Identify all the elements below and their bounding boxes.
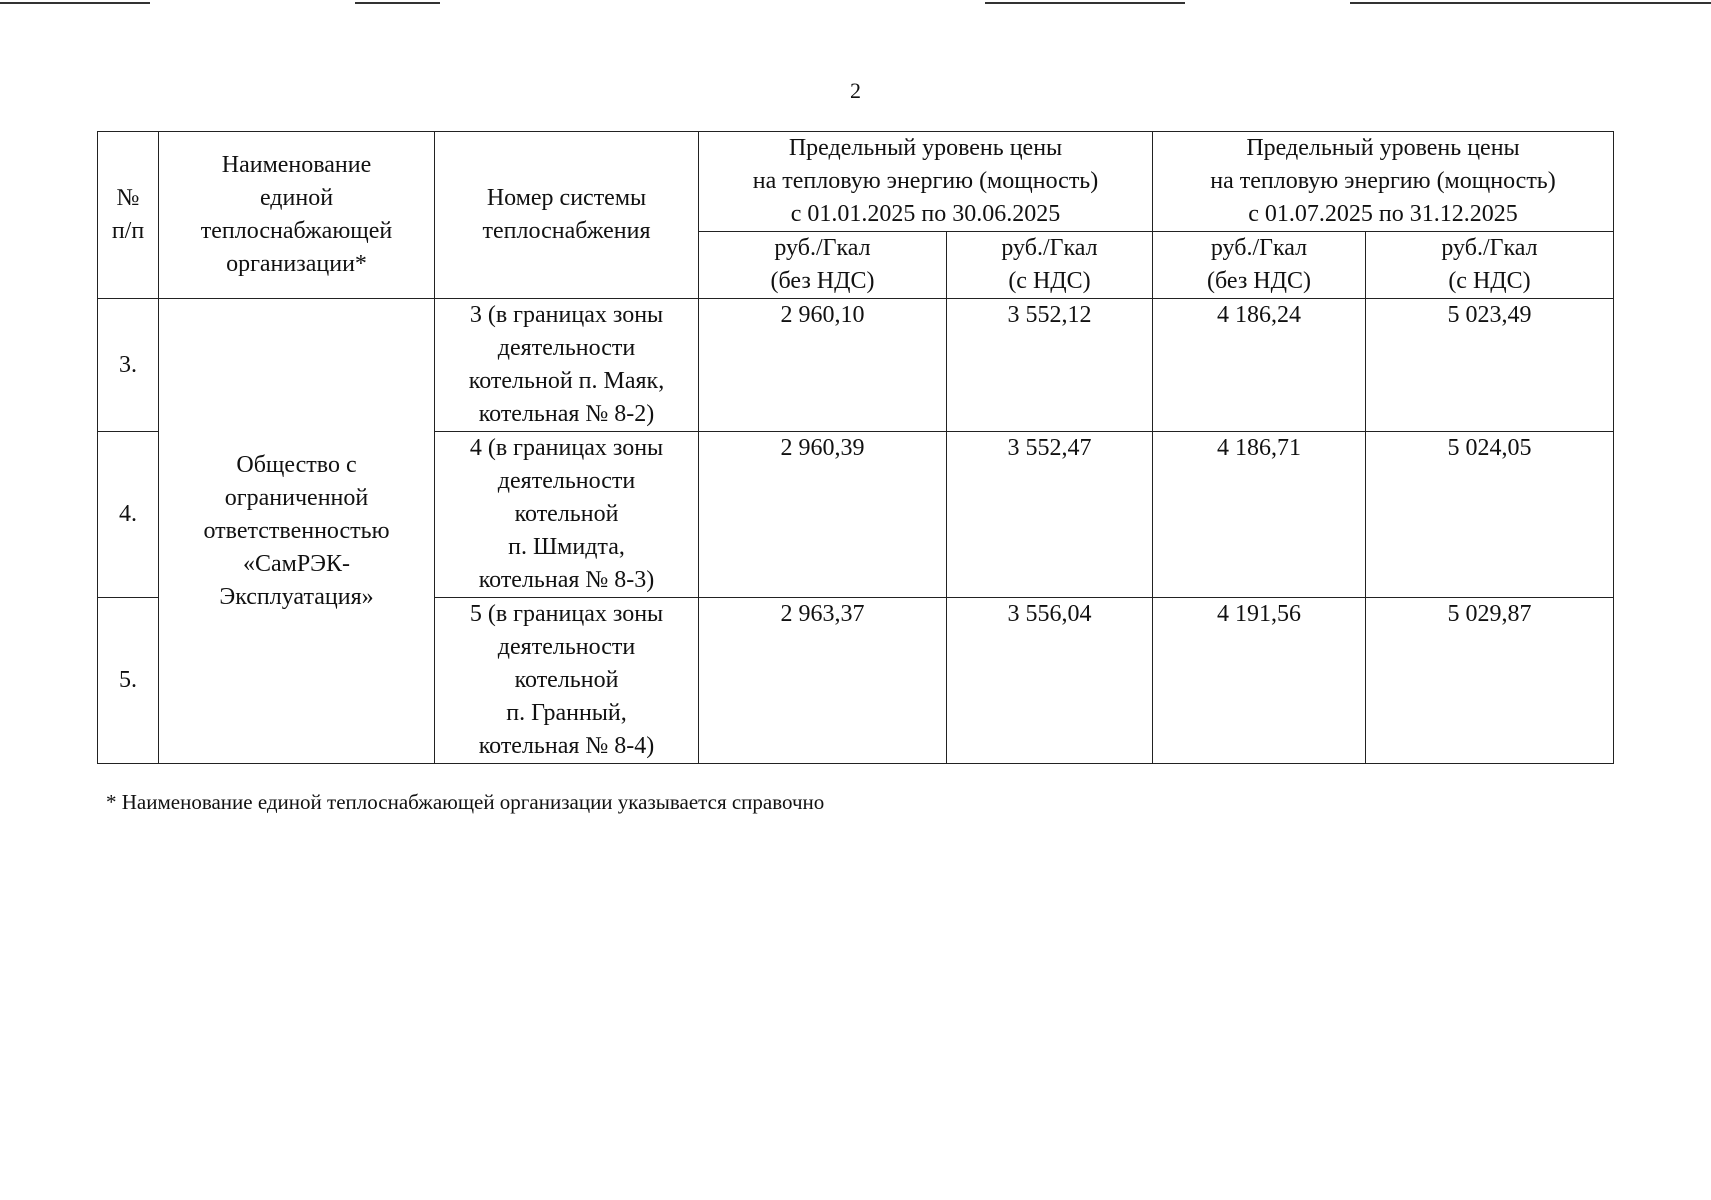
header-p1-no-vat: руб./Гкал (без НДС) <box>699 232 947 299</box>
header-p1-vat: руб./Гкал (с НДС) <box>947 232 1153 299</box>
page-number: 2 <box>850 78 861 103</box>
price-p1-no-vat: 2 960,10 <box>699 299 947 432</box>
top-scan-rule <box>985 2 1185 4</box>
row-number: 3. <box>98 299 159 432</box>
row-number: 5. <box>98 598 159 764</box>
system-name: 5 (в границах зоны деятельности котельной п. Гранный, котельная № 8-4) <box>435 598 699 764</box>
price-p1-vat: 3 552,47 <box>947 432 1153 598</box>
organization-name: Общество с ограниченной ответственностью «СамРЭК- Эксплуатация» <box>159 299 435 764</box>
system-name: 4 (в границах зоны деятельности котельной п. Шмидта, котельная № 8-3) <box>435 432 699 598</box>
header-p2-no-vat: руб./Гкал (без НДС) <box>1153 232 1366 299</box>
top-scan-rule <box>0 2 150 4</box>
header-system: Номер системы теплоснабжения <box>435 132 699 299</box>
header-number: № п/п <box>98 132 159 299</box>
price-p2-no-vat: 4 186,24 <box>1153 299 1366 432</box>
system-name: 3 (в границах зоны деятельности котельной п. Маяк, котельная № 8-2) <box>435 299 699 432</box>
table-row <box>98 299 1614 432</box>
header-period-1: Предельный уровень цены на тепловую энергию (мощность) с 01.01.2025 по 30.06.2025 <box>699 132 1153 232</box>
top-scan-rule <box>1350 2 1711 4</box>
price-p2-no-vat: 4 191,56 <box>1153 598 1366 764</box>
footnote: * Наименование единой теплоснабжающей организации указывается справочно <box>106 790 825 814</box>
price-p2-vat: 5 023,49 <box>1366 299 1614 432</box>
top-scan-rule <box>355 2 440 4</box>
price-table <box>97 131 1614 764</box>
header-organization: Наименование единой теплоснабжающей организации* <box>159 132 435 299</box>
price-p2-vat: 5 024,05 <box>1366 432 1614 598</box>
header-p2-vat: руб./Гкал (с НДС) <box>1366 232 1614 299</box>
price-p1-no-vat: 2 963,37 <box>699 598 947 764</box>
price-p1-no-vat: 2 960,39 <box>699 432 947 598</box>
price-p1-vat: 3 552,12 <box>947 299 1153 432</box>
price-p2-no-vat: 4 186,71 <box>1153 432 1366 598</box>
row-number: 4. <box>98 432 159 598</box>
price-p2-vat: 5 029,87 <box>1366 598 1614 764</box>
price-p1-vat: 3 556,04 <box>947 598 1153 764</box>
header-period-2: Предельный уровень цены на тепловую энергию (мощность) с 01.07.2025 по 31.12.2025 <box>1153 132 1614 232</box>
